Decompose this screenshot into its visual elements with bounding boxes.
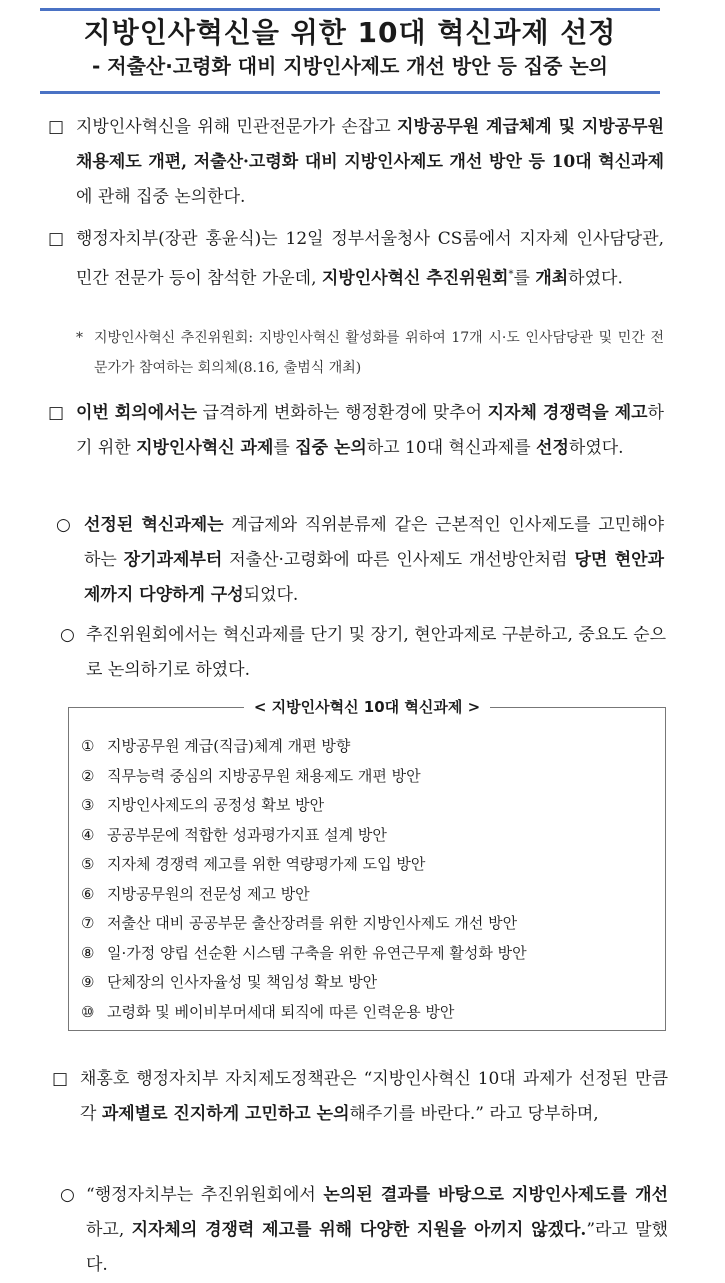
task-item xyxy=(81,732,659,762)
task-number: ⑤ xyxy=(81,855,95,873)
task-item xyxy=(81,821,659,851)
p4-text-f: 되었다. xyxy=(243,585,299,605)
task-text: 직무능력 중심의 지방공무원 채용제도 개편 방안 xyxy=(107,766,421,785)
paragraph-6-text xyxy=(80,1062,668,1132)
footnote xyxy=(76,323,664,383)
p2-bold-b: 지방인사혁신 추진위원회 xyxy=(321,268,509,289)
task-number: ④ xyxy=(81,825,95,844)
p3-bold-i: 선정 xyxy=(536,438,569,458)
square-bullet: □ xyxy=(48,229,65,249)
p2-text-c: 를 xyxy=(513,268,536,289)
p3-text-h: 하고 10대 혁신과제를 xyxy=(366,438,537,458)
task-text: 공공부문에 적합한 성과평가지표 설계 방안 xyxy=(107,825,387,844)
p2-bold-d: 개최 xyxy=(535,268,569,289)
task-item xyxy=(81,850,659,880)
task-number: ③ xyxy=(81,796,95,814)
task-number: ① xyxy=(81,737,95,755)
square-bullet: □ xyxy=(52,1069,69,1089)
task-text: 저출산 대비 공공부문 출산장려를 위한 지방인사제도 개선 방안 xyxy=(107,914,518,932)
paragraph-6 xyxy=(52,1062,668,1132)
paragraph-3 xyxy=(48,396,664,466)
p3-bold-a: 이번 회의에서는 xyxy=(76,403,198,423)
task-text: 일·가정 양립 선순환 시스템 구축을 위한 유연근무제 활성화 방안 xyxy=(107,943,527,962)
task-item xyxy=(81,939,659,969)
p3-text-b: 급격하게 변화하는 행정환경에 맞추어 xyxy=(197,403,488,423)
paragraph-7 xyxy=(60,1178,668,1283)
tasks-box xyxy=(68,698,666,1031)
p6-text-a: 채홍호 행정자치부 자치제도정책관은 “지방인사혁신 10대 과제가 선정된 만큼 각 xyxy=(80,1069,668,1124)
task-number: ⑥ xyxy=(81,884,95,903)
task-item xyxy=(81,880,659,910)
task-item xyxy=(81,968,659,998)
p7-bold-d: 지자체의 경쟁력 제고를 위해 다양한 지원을 아끼지 않겠다. xyxy=(131,1220,587,1240)
task-text: 지방공무원의 전문성 제고 방안 xyxy=(107,884,310,903)
task-number: ② xyxy=(81,766,95,785)
task-number: ⑦ xyxy=(81,914,95,932)
square-bullet: □ xyxy=(48,403,65,423)
page-subtitle: - 저출산·고령화 대비 지방인사제도 개선 방안 등 집중 논의 xyxy=(92,54,608,78)
paragraph-5-text: 추진위원회에서는 혁신과제를 단기 및 장기, 현안과제로 구분하고, 중요도 순으로 논의하기로 하였다. xyxy=(86,625,666,680)
circle-bullet: ○ xyxy=(60,1185,75,1205)
p3-bold-g: 집중 논의 xyxy=(295,438,367,458)
circle-bullet: ○ xyxy=(60,625,75,645)
page-title: 지방인사혁신을 위한 10대 혁신과제 선정 xyxy=(83,16,617,49)
footnote-text: 지방인사혁신 추진위원회: 지방인사혁신 활성화를 위하여 17개 시·도 인사담당관 및 민간 전문가가 참여하는 회의체(8.16, 출범식 개최) xyxy=(94,330,664,376)
p7-text-c: 하고, xyxy=(86,1220,132,1240)
p7-text-e: ”라고 말했다. xyxy=(86,1220,668,1275)
paragraph-2-text xyxy=(76,222,664,297)
footnote-marker: * xyxy=(508,269,514,280)
paragraph-7-text xyxy=(86,1178,668,1283)
p1-bold-b: 지방공무원 계급체계 및 지방공무원 채용제도 개편, 저출산·고령화 대비 지방인사제도 개선 방안 등 10대 혁신과제 xyxy=(76,117,664,172)
task-number: ⑨ xyxy=(81,973,95,991)
paragraph-1 xyxy=(48,110,664,215)
p3-text-f: 를 xyxy=(273,438,296,458)
p2-text-a: 행정자치부(장관 홍윤식)는 12일 정부서울청사 CS룸에서 지자체 인사담당관, 민간 전문가 등이 참석한 가운데, xyxy=(76,229,664,289)
p3-text-d: 하기 위한 xyxy=(76,403,664,458)
task-text: 지방인사제도의 공정성 확보 방안 xyxy=(107,796,325,814)
p6-bold-b: 과제별로 진지하게 고민하고 논의 xyxy=(101,1104,350,1124)
task-item xyxy=(81,909,659,939)
paragraph-2 xyxy=(48,222,664,297)
p4-text-d: 저출산·고령화에 따른 인사제도 개선방안처럼 xyxy=(222,550,575,570)
tasks-box-title xyxy=(69,696,665,717)
task-text: 지자체 경쟁력 제고를 위한 역량평가제 도입 방안 xyxy=(107,855,426,873)
paragraph-4-text xyxy=(84,508,664,613)
p4-text-b: 계급제와 직위분류제 같은 근본적인 인사제도를 고민해야 하는 xyxy=(84,515,664,570)
p3-bold-c: 지자체 경쟁력을 제고 xyxy=(487,403,648,423)
p7-text-a: “행정자치부는 추진위원회에서 xyxy=(86,1185,324,1205)
task-item xyxy=(81,791,659,821)
paragraph-1-text xyxy=(76,110,664,215)
title-block xyxy=(40,8,660,94)
task-text: 고령화 및 베이비부머세대 퇴직에 따른 인력운용 방안 xyxy=(107,1002,455,1021)
task-text: 단체장의 인사자율성 및 책임성 확보 방안 xyxy=(107,973,378,991)
task-number: ⑧ xyxy=(81,943,95,962)
task-number: ⑩ xyxy=(81,1002,95,1021)
task-item xyxy=(81,998,659,1028)
p7-bold-b: 논의된 결과를 바탕으로 지방인사제도를 개선 xyxy=(323,1185,668,1205)
p3-bold-e: 지방인사혁신 과제 xyxy=(136,438,274,458)
tasks-list xyxy=(81,732,659,1027)
footnote-star: * xyxy=(76,330,83,346)
paragraph-3-text xyxy=(76,396,664,466)
paragraph-5 xyxy=(60,618,666,688)
p4-bold-e: 당면 현안과제까지 다양하게 구성 xyxy=(84,550,664,605)
p3-text-j: 하였다. xyxy=(568,438,624,458)
p4-bold-c: 장기과제부터 xyxy=(123,550,223,570)
p6-text-c: 해주기를 바란다.” 라고 당부하며, xyxy=(349,1104,599,1124)
task-item xyxy=(81,762,659,792)
task-text: 지방공무원 계급(직급)체계 개편 방향 xyxy=(107,737,351,755)
p1-text-c: 에 관해 집중 논의한다. xyxy=(76,187,246,207)
tasks-box-title-text: < 지방인사혁신 10대 혁신과제 > xyxy=(244,698,490,716)
p2-text-e: 하였다. xyxy=(568,268,623,289)
p1-text-a: 지방인사혁신을 위해 민관전문가가 손잡고 xyxy=(76,117,398,137)
square-bullet: □ xyxy=(48,117,65,137)
circle-bullet: ○ xyxy=(56,515,71,535)
paragraph-4 xyxy=(56,508,664,613)
p4-bold-a: 선정된 혁신과제는 xyxy=(84,515,224,535)
